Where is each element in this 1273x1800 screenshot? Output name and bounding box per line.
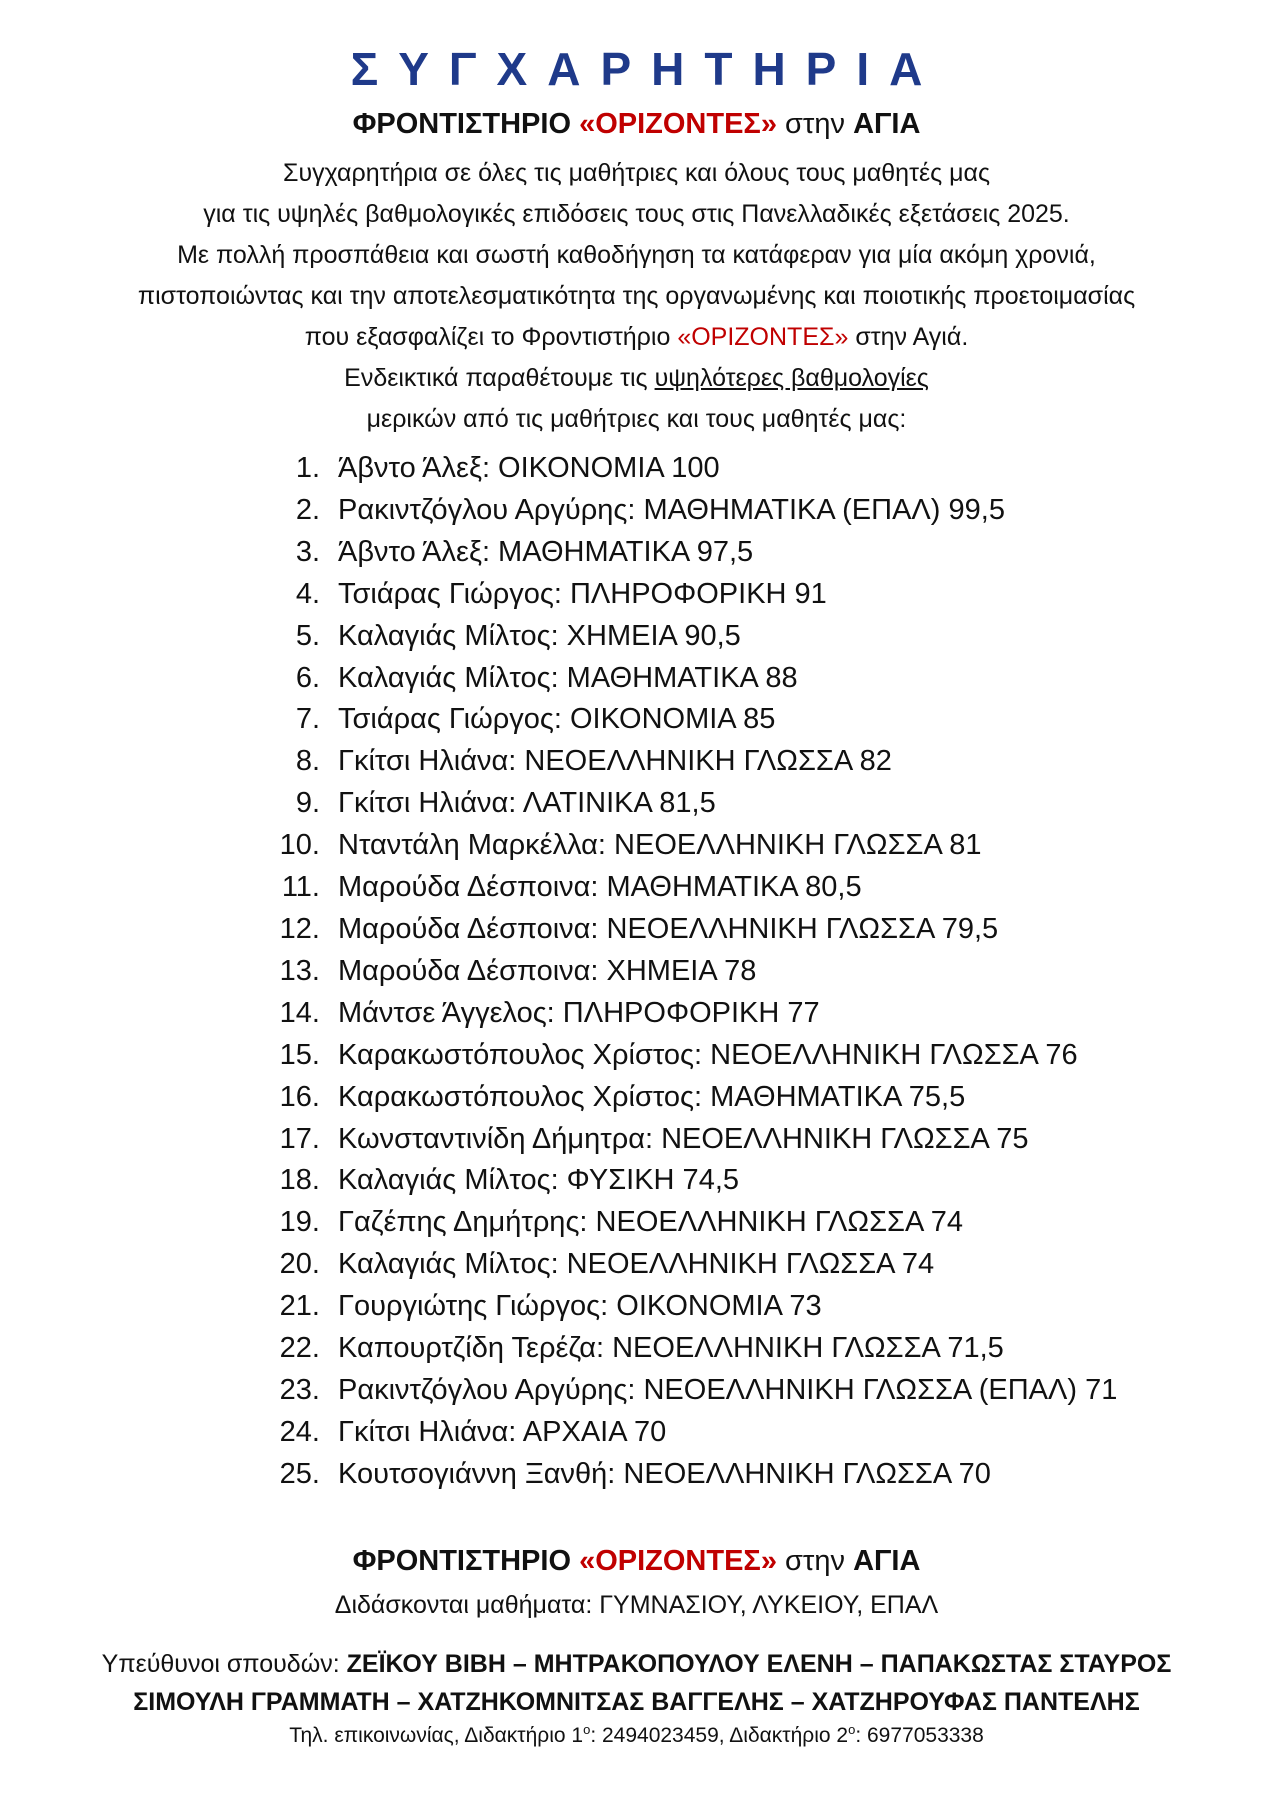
intro-line5-pre: που εξασφαλίζει το Φροντιστήριο — [304, 323, 671, 351]
result-item — [258, 574, 1117, 616]
result-number: 25. — [279, 1457, 320, 1490]
result-number: 9. — [295, 787, 320, 820]
result-item — [258, 532, 1117, 574]
result-text: Μαρούδα Δέσποινα: ΜΑΘΗΜΑΤΙΚΑ 80,5 — [338, 871, 862, 904]
intro-text — [0, 153, 1273, 440]
result-number: 4. — [295, 577, 320, 610]
result-item — [258, 1412, 1117, 1454]
results-list — [258, 448, 1117, 1496]
header-brand-line — [0, 108, 1273, 141]
result-number: 11. — [281, 871, 320, 904]
result-text: Μάντσε Άγγελος: ΠΛΗΡΟΦΟΡΙΚΗ 77 — [338, 996, 820, 1029]
result-item — [258, 741, 1117, 783]
staff-names-line2: ΣΙΜΟΥΛΗ ΓΡΑΜΜΑΤΗ – ΧΑΤΖΗΚΟΜΝΙΤΣΑΣ ΒΑΓΓΕΛΗΣ – ΧΑΤΖΗΡΟΥΦΑΣ ΠΑΝΤΕΛΗΣ — [133, 1688, 1140, 1716]
result-text: Κωνσταντινίδη Δήμητρα: ΝΕΟΕΛΛΗΝΙΚΗ ΓΛΩΣΣΑ 75 — [338, 1122, 1029, 1155]
result-number: 12. — [279, 912, 320, 945]
result-text: Κουτσογιάννη Ξανθή: ΝΕΟΕΛΛΗΝΙΚΗ ΓΛΩΣΣΑ 70 — [338, 1457, 991, 1490]
result-text: Καλαγιάς Μίλτος: ΧΗΜΕΙΑ 90,5 — [338, 619, 741, 652]
intro-line: Με πολλή προσπάθεια και σωστή καθοδήγηση τα κατάφεραν για μία ακόμη χρονιά, — [177, 241, 1096, 269]
result-item — [258, 1286, 1117, 1328]
footer-brand-prefix: ΦΡΟΝΤΙΣΤΗΡΙΟ — [352, 1545, 571, 1577]
contact-label: Τηλ. επικοινωνίας, Διδακτήριο 1 — [289, 1724, 584, 1747]
footer-brand-line — [0, 1545, 1273, 1578]
result-number: 21. — [279, 1290, 320, 1323]
intro-line: μερικών από τις μαθήτριες και τους μαθητές μας: — [366, 405, 907, 433]
result-number: 8. — [295, 745, 320, 778]
contact-info — [0, 1722, 1273, 1748]
result-text: Ρακιντζόγλου Αργύρης: ΜΑΘΗΜΑΤΙΚΑ (ΕΠΑΛ) 99,5 — [338, 493, 1005, 526]
contact-sup: ο — [583, 1722, 591, 1737]
footer-brand-location: ΑΓΙΑ — [853, 1545, 921, 1577]
result-text: Τσιάρας Γιώργος: ΠΛΗΡΟΦΟΡΙΚΗ 91 — [338, 577, 827, 610]
result-text: Γκίτσι Ηλιάνα: ΛΑΤΙΝΙΚΑ 81,5 — [338, 787, 716, 820]
result-item — [258, 1202, 1117, 1244]
result-number: 19. — [279, 1206, 320, 1239]
result-number: 17. — [279, 1122, 320, 1155]
result-text: Άβντο Άλεξ: ΜΑΘΗΜΑΤΙΚΑ 97,5 — [338, 535, 754, 568]
result-item — [258, 951, 1117, 993]
contact-phone: : 2494023459, Διδακτήριο 2 — [590, 1724, 849, 1747]
result-item — [258, 909, 1117, 951]
courses-label: Διδάσκονται μαθήματα: — [334, 1591, 593, 1619]
result-number: 16. — [279, 1080, 320, 1113]
result-number: 1. — [295, 452, 320, 484]
result-text: Γκίτσι Ηλιάνα: ΝΕΟΕΛΛΗΝΙΚΗ ΓΛΩΣΣΑ 82 — [338, 745, 892, 778]
result-item — [258, 658, 1117, 700]
result-item — [258, 1119, 1117, 1161]
footer-brand-name: «ΟΡΙΖΟΝΤΕΣ» — [579, 1545, 777, 1577]
result-item — [258, 1328, 1117, 1370]
result-item — [258, 867, 1117, 909]
staff-info — [0, 1645, 1273, 1721]
result-item — [258, 448, 1117, 490]
staff-line — [0, 1645, 1273, 1683]
result-text: Καλαγιάς Μίλτος: ΜΑΘΗΜΑΤΙΚΑ 88 — [338, 661, 798, 694]
footer-brand-location-word: στην — [785, 1545, 845, 1577]
result-item — [258, 616, 1117, 658]
staff-names: ΖΕΪΚΟΥ ΒΙΒΗ – ΜΗΤΡΑΚΟΠΟΥΛΟΥ ΕΛΕΝΗ – ΠΑΠΑΚΩΣΤΑΣ ΣΤΑΥΡΟΣ — [346, 1650, 1172, 1678]
result-number: 14. — [279, 996, 320, 1029]
brand-location-word: στην — [785, 108, 845, 140]
result-text: Καλαγιάς Μίλτος: ΝΕΟΕΛΛΗΝΙΚΗ ΓΛΩΣΣΑ 74 — [338, 1248, 935, 1281]
result-item — [258, 1077, 1117, 1119]
result-number: 6. — [295, 661, 320, 694]
intro-underlined-text: υψηλότερες βαθμολογίες — [654, 364, 929, 392]
result-item — [258, 1160, 1117, 1202]
intro-line — [0, 317, 1273, 358]
intro-line6-pre: Ενδεικτικά παραθέτουμε τις — [344, 364, 648, 392]
brand-location: ΑΓΙΑ — [853, 108, 921, 140]
result-item — [258, 699, 1117, 741]
result-number: 7. — [295, 703, 320, 736]
result-text: Μαρούδα Δέσποινα: ΝΕΟΕΛΛΗΝΙΚΗ ΓΛΩΣΣΑ 79,5 — [338, 912, 999, 945]
result-number: 3. — [295, 535, 320, 568]
brand-name: «ΟΡΙΖΟΝΤΕΣ» — [579, 108, 777, 140]
result-item — [258, 783, 1117, 825]
result-number: 22. — [279, 1332, 320, 1365]
intro-line: πιστοποιώντας και την αποτελεσματικότητα της οργανωμένης και ποιοτικής προετοιμασίας — [137, 282, 1136, 310]
result-text: Νταντάλη Μαρκέλλα: ΝΕΟΕΛΛΗΝΙΚΗ ΓΛΩΣΣΑ 81 — [338, 829, 982, 862]
result-text: Γκίτσι Ηλιάνα: ΑΡΧΑΙΑ 70 — [338, 1415, 667, 1448]
contact-sup: ο — [848, 1722, 856, 1737]
result-item — [258, 1244, 1117, 1286]
result-text: Γουργιώτης Γιώργος: ΟΙΚΟΝΟΜΙΑ 73 — [338, 1290, 822, 1323]
result-text: Μαρούδα Δέσποινα: ΧΗΜΕΙΑ 78 — [338, 954, 757, 987]
result-number: 20. — [279, 1248, 320, 1281]
result-text: Ρακιντζόγλου Αργύρης: ΝΕΟΕΛΛΗΝΙΚΗ ΓΛΩΣΣΑ (ΕΠΑΛ) 71 — [338, 1373, 1118, 1406]
contact-phone: : 6977053338 — [855, 1724, 984, 1747]
result-number: 24. — [279, 1415, 320, 1448]
result-item — [258, 1454, 1117, 1496]
intro-line — [0, 358, 1273, 399]
result-text: Καρακωστόπουλος Χρίστος: ΝΕΟΕΛΛΗΝΙΚΗ ΓΛΩΣΣΑ 76 — [338, 1038, 1078, 1071]
result-text: Καλαγιάς Μίλτος: ΦΥΣΙΚΗ 74,5 — [338, 1164, 740, 1197]
courses-info — [0, 1591, 1273, 1620]
staff-label: Υπεύθυνοι σπουδών: — [101, 1650, 340, 1678]
courses-value: ΓΥΜΝΑΣΙΟΥ, ΛΥΚΕΙΟΥ, ΕΠΑΛ — [599, 1591, 939, 1619]
result-number: 15. — [279, 1038, 320, 1071]
brand-prefix: ΦΡΟΝΤΙΣΤΗΡΙΟ — [352, 108, 571, 140]
result-item — [258, 490, 1117, 532]
result-number: 10. — [279, 829, 320, 862]
result-item — [258, 993, 1117, 1035]
result-item — [258, 1370, 1117, 1412]
result-number: 2. — [295, 493, 320, 526]
result-text: Άβντο Άλεξ: ΟΙΚΟΝΟΜΙΑ 100 — [338, 452, 720, 484]
result-item — [258, 825, 1117, 867]
result-number: 5. — [295, 619, 320, 652]
result-number: 23. — [279, 1373, 320, 1406]
intro-line: Συγχαρητήρια σε όλες τις μαθήτριες και όλους τους μαθητές μας — [282, 159, 991, 187]
page-title: ΣΥΓΧΑΡΗΤΗΡΙΑ — [350, 43, 943, 95]
result-number: 18. — [279, 1164, 320, 1197]
result-text: Καρακωστόπουλος Χρίστος: ΜΑΘΗΜΑΤΙΚΑ 75,5 — [338, 1080, 966, 1113]
result-text: Τσιάρας Γιώργος: ΟΙΚΟΝΟΜΙΑ 85 — [338, 703, 776, 736]
result-item — [258, 1035, 1117, 1077]
result-number: 13. — [279, 954, 320, 987]
result-text: Καπουρτζίδη Τερέζα: ΝΕΟΕΛΛΗΝΙΚΗ ΓΛΩΣΣΑ 71,5 — [338, 1332, 1004, 1365]
intro-brand-name: «ΟΡΙΖΟΝΤΕΣ» — [677, 323, 849, 351]
intro-line5-post: στην Αγιά. — [855, 323, 969, 351]
result-text: Γαζέπης Δημήτρης: ΝΕΟΕΛΛΗΝΙΚΗ ΓΛΩΣΣΑ 74 — [338, 1206, 964, 1239]
intro-line: για τις υψηλές βαθμολογικές επιδόσεις τους στις Πανελλαδικές εξετάσεις 2025. — [203, 200, 1070, 228]
